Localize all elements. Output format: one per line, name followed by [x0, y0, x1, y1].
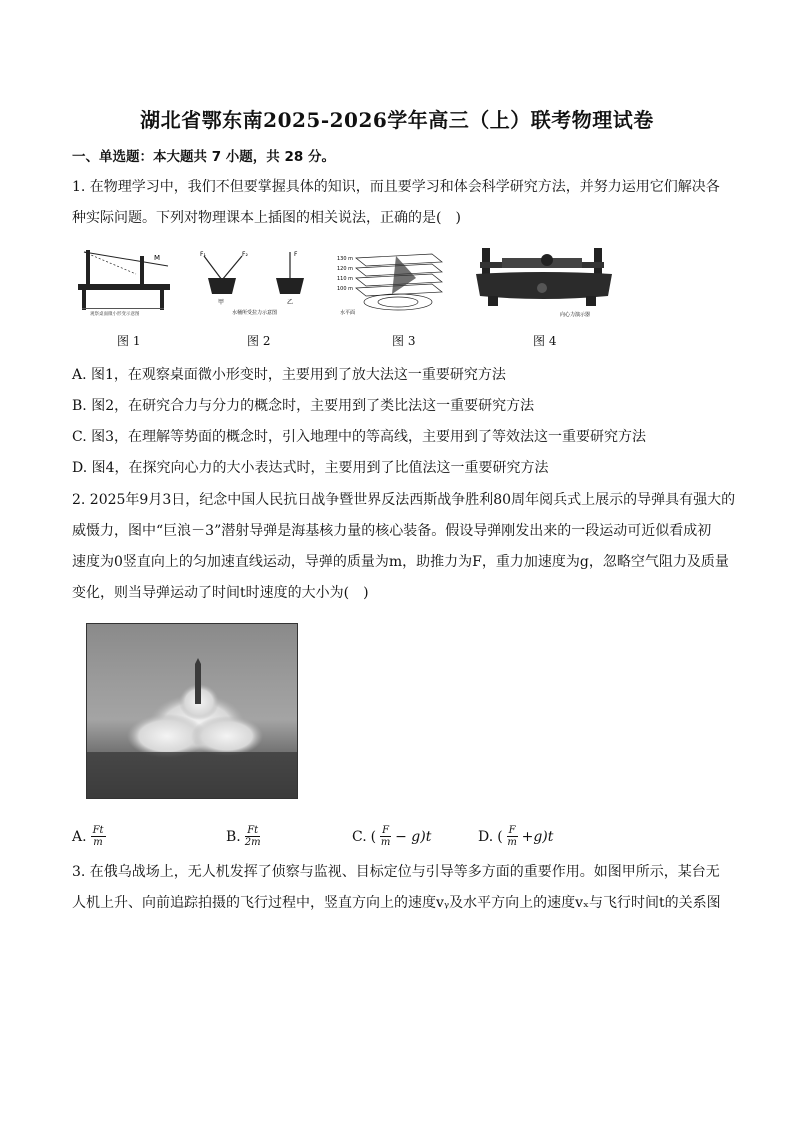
figure-2-image: [192, 244, 322, 316]
q2-option-a-fraction: $\frac{Ft}{m}$: [92, 825, 104, 848]
svg-text:F₂: F₂: [242, 251, 248, 258]
svg-text:F₁: F₁: [200, 251, 206, 258]
figure-2-label-yi: 乙: [287, 299, 294, 306]
svg-text:F: F: [294, 251, 298, 258]
q2-option-b-letter: B.: [226, 828, 241, 845]
q2-option-c-fraction: $\frac{F}{m}$: [380, 825, 391, 848]
figure-4-caption: 图 4: [533, 334, 557, 348]
q2-option-d: D. ( $\frac{F}{m}$ +g)t: [478, 825, 554, 848]
contour-label-130: 130 m: [337, 256, 354, 262]
figure-1-sublabel: 观察桌面微小形变示意图: [90, 312, 140, 316]
q2-stem-line4: 变化，则当导弹运动了时间t时速度的大小为( ): [72, 585, 369, 601]
q1-option-c: C. 图3，在理解等势面的概念时，引入地理中的等高线，主要用到了等效法这一重要研究方法: [72, 429, 647, 445]
q1-stem-line2: 种实际问题。下列对物理课本上插图的相关说法，正确的是( ): [72, 210, 461, 226]
q3-stem-line1: 3. 在俄乌战场上，无人机发挥了侦察与监视、目标定位与引导等多方面的重要作用。如图甲所示，某台无: [72, 864, 720, 880]
contour-label-110: 110 m: [337, 276, 354, 282]
q1-option-b: B. 图2，在研究合力与分力的概念时，主要用到了类比法这一重要研究方法: [72, 398, 535, 414]
figure-2-sublabel: 水桶所受拉力示意图: [232, 310, 278, 316]
svg-text:M: M: [154, 254, 161, 262]
q1-option-d: D. 图4，在探究向心力的大小表达式时，主要用到了比值法这一重要研究方法: [72, 460, 549, 476]
q2-option-a: [72, 825, 106, 848]
q2-option-b-fraction: $\frac{Ft}{2m}$: [244, 825, 261, 848]
figure-3-image: [336, 244, 448, 316]
section-heading: 一、单选题：本大题共 7 小题，共 28 分。: [72, 149, 335, 165]
figure-4-image: [472, 240, 618, 320]
exam-title: 湖北省鄂东南2025-2026学年高三（上）联考物理试卷: [140, 108, 654, 132]
contour-label-120: 120 m: [337, 266, 354, 272]
contour-label-100: 100 m: [337, 286, 354, 292]
q1-option-a: A. 图1，在观察桌面微小形变时，主要用到了放大法这一重要研究方法: [72, 367, 506, 383]
q2-option-d-fraction: $\frac{F}{m}$: [507, 825, 517, 848]
q2-option-d-letter: D.: [478, 828, 494, 845]
missile-launch-photo: [86, 623, 298, 799]
figure-1-image: [76, 244, 176, 316]
figure-3-caption: 图 3: [392, 334, 416, 348]
q2-stem-line3: 速度为0竖直向上的匀加速直线运动，导弹的质量为m，助推力为F，重力加速度为g，忽略空气阻力及质量: [72, 554, 729, 570]
figure-1-caption: 图 1: [117, 334, 141, 348]
figure-4-sublabel: 向心力演示器: [560, 312, 591, 318]
q2-stem-line1: 2. 2025年9月3日，纪念中国人民抗日战争暨世界反法西斯战争胜利80周年阅兵式上展示的导弹具有强大的: [72, 492, 736, 508]
figure-2-label-jia: 甲: [218, 299, 225, 306]
q2-option-a-letter: A.: [72, 828, 87, 845]
q2-option-b: [226, 825, 261, 848]
figure-2-caption: 图 2: [247, 334, 271, 348]
q3-stem-line2: 人机上升、向前追踪拍摄的飞行过程中，竖直方向上的速度vᵧ及水平方向上的速度vₓ与飞行时间t的关系图: [72, 895, 721, 911]
q2-option-c-letter: C.: [352, 828, 367, 845]
q2-option-c: C. ( $\frac{F}{m}$ − g)t: [352, 825, 432, 848]
q2-stem-line2: 威慑力，图中“巨浪－3”潜射导弹是海基核力量的核心装备。假设导弹刚发出来的一段运动可近似看成初: [72, 523, 712, 539]
figure-3-sublabel: 水平面: [340, 310, 356, 316]
q1-stem-line1: 1. 在物理学习中，我们不但要掌握具体的知识，而且要学习和体会科学研究方法，并努力运用它们解决各: [72, 179, 720, 195]
